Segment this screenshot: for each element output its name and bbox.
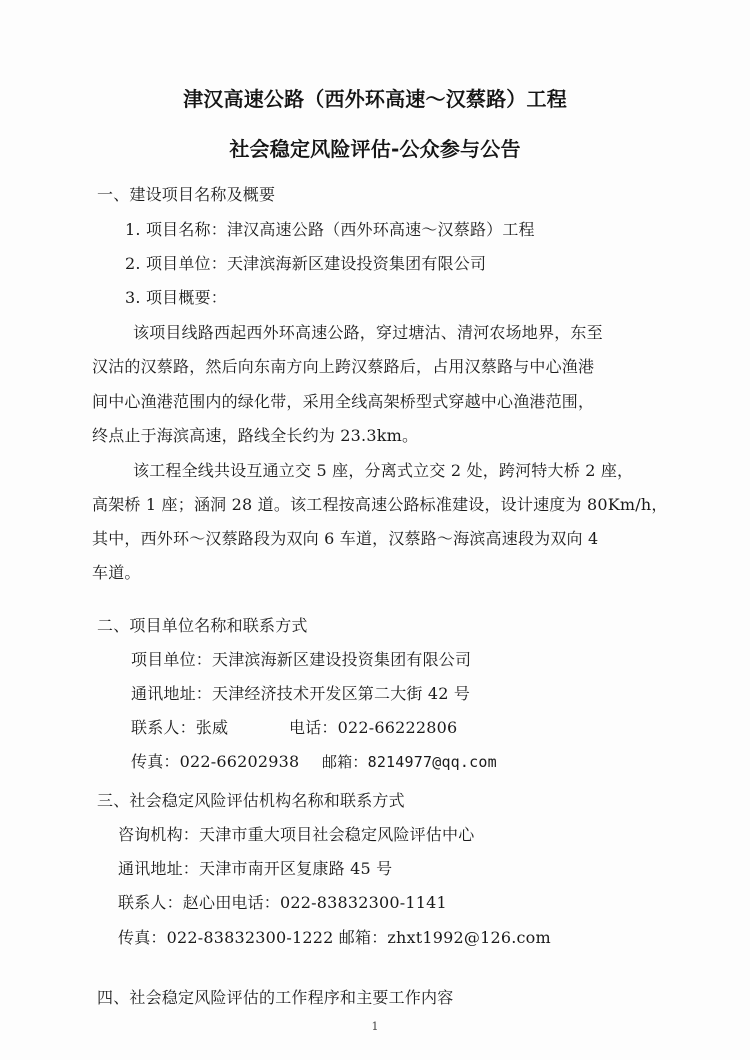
section-3-heading: 三、社会稳定风险评估机构名称和联系方式 bbox=[97, 791, 405, 810]
summary-para1-line2: 汉沽的汉蔡路，然后向东南方向上跨汉蔡路后，占用汉蔡路与中心渔港 bbox=[92, 357, 595, 376]
contact-unit: 项目单位：天津滨海新区建设投资集团有限公司 bbox=[131, 650, 472, 669]
summary-para2-line1: 该工程全线共设互通立交 5 座，分离式立交 2 处，跨河特大桥 2 座， bbox=[133, 461, 634, 480]
title-line-2: 社会稳定风险评估-公众参与公告 bbox=[229, 137, 521, 161]
project-unit: 2. 项目单位：天津滨海新区建设投资集团有限公司 bbox=[125, 254, 487, 273]
project-name: 1. 项目名称：津汉高速公路（西外环高速～汉蔡路）工程 bbox=[125, 220, 535, 239]
agency-contact: 联系人：赵心田电话：022-83832300-1141 bbox=[118, 893, 447, 912]
contact-email: 邮箱：8214977@qq.com bbox=[322, 753, 497, 771]
summary-para1-line1: 该项目线路西起西外环高速公路，穿过塘沽、清河农场地界，东至 bbox=[133, 323, 603, 342]
project-summary-label: 3. 项目概要： bbox=[125, 288, 227, 307]
contact-address: 通讯地址：天津经济技术开发区第二大街 42 号 bbox=[131, 684, 471, 703]
section-1-heading: 一、建设项目名称及概要 bbox=[97, 185, 276, 204]
page-number: 1 bbox=[371, 1020, 379, 1033]
contact-phone: 电话：022-66222806 bbox=[289, 718, 458, 737]
section-2-heading: 二、项目单位名称和联系方式 bbox=[97, 616, 308, 635]
agency-address: 通讯地址：天津市南开区复康路 45 号 bbox=[118, 859, 393, 878]
agency-fax-email: 传真：022-83832300-1222 邮箱：zhxt1992@126.com bbox=[118, 928, 551, 947]
summary-para2-line4: 车道。 bbox=[92, 563, 141, 582]
summary-para1-line4: 终点止于海滨高速，路线全长约为 23.3km。 bbox=[92, 426, 419, 445]
summary-para2-line2: 高架桥 1 座；涵洞 28 道。该工程按高速公路标准建设，设计速度为 80Km/h， bbox=[92, 495, 668, 514]
section-4-heading: 四、社会稳定风险评估的工作程序和主要工作内容 bbox=[97, 988, 454, 1007]
contact-person: 联系人：张威 bbox=[131, 718, 229, 737]
agency-name: 咨询机构：天津市重大项目社会稳定风险评估中心 bbox=[118, 825, 475, 844]
summary-para2-line3: 其中，西外环～汉蔡路段为双向 6 车道，汉蔡路～海滨高速段为双向 4 bbox=[92, 529, 599, 548]
contact-fax: 传真：022-66202938 bbox=[131, 752, 300, 771]
title-line-1: 津汉高速公路（西外环高速～汉蔡路）工程 bbox=[183, 87, 567, 111]
summary-para1-line3: 间中心渔港范围内的绿化带，采用全线高架桥型式穿越中心渔港范围， bbox=[92, 392, 595, 411]
